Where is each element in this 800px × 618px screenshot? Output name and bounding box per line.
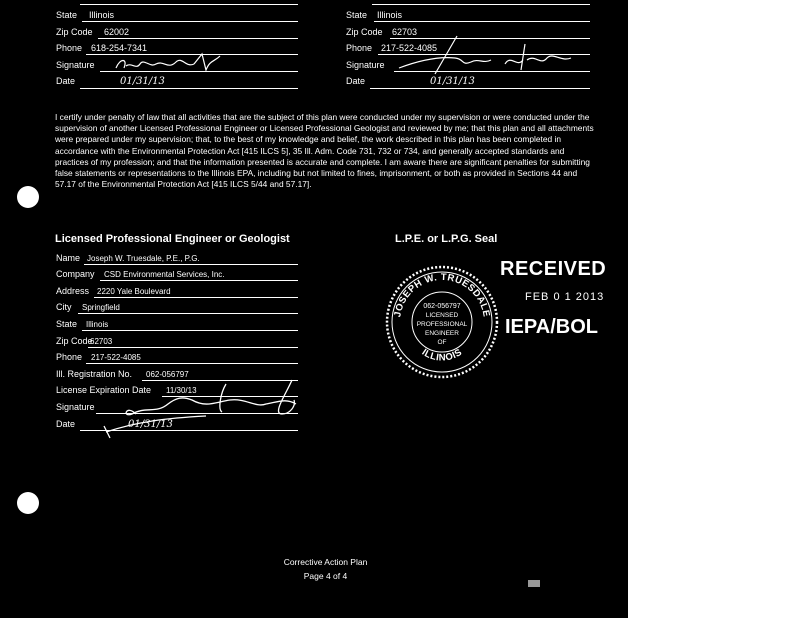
lpe-company-row xyxy=(56,269,225,280)
right-date-row xyxy=(346,76,475,87)
seal-state-arc: ILLINOIS xyxy=(419,346,465,364)
lpe-city-value: Springfield xyxy=(82,303,120,312)
footer-page-number: Page 4 of 4 xyxy=(303,571,348,581)
lpe-city-row xyxy=(56,302,120,313)
right-zip-row xyxy=(346,27,418,38)
lpe-date-label: Date xyxy=(56,419,76,429)
lpe-date-row xyxy=(56,419,173,430)
lpe-company-label: Company xyxy=(56,269,95,279)
right-date-label: Date xyxy=(346,76,366,86)
footer-document-title: Corrective Action Plan xyxy=(283,557,368,567)
underline xyxy=(82,330,298,331)
lpe-registration-label: Ill. Registration No. xyxy=(56,369,133,379)
underline xyxy=(98,38,298,39)
lpe-zip-row xyxy=(56,336,113,347)
underline xyxy=(100,71,298,72)
lpe-expiration-label: License Expiration Date xyxy=(56,385,152,395)
left-zip-value: 62002 xyxy=(104,27,130,37)
punch-hole xyxy=(17,492,39,514)
right-zip-value: 62703 xyxy=(392,27,418,37)
lpe-date-value: 01/31/13 xyxy=(128,419,173,430)
underline xyxy=(84,264,298,265)
underline xyxy=(88,347,298,348)
right-phone-label: Phone xyxy=(346,43,373,53)
underline xyxy=(394,71,590,72)
lpe-zip-label: Zip Code xyxy=(56,336,93,346)
seal-heading: L.P.E. or L.P.G. Seal xyxy=(395,233,498,245)
right-date-value: 01/31/13 xyxy=(430,76,475,87)
lpe-signature-row xyxy=(56,402,95,413)
underline xyxy=(80,88,298,89)
underline xyxy=(374,21,590,22)
received-stamp-date: FEB 0 1 2013 xyxy=(525,291,605,303)
right-state-value: Illinois xyxy=(377,10,403,20)
left-signature-label: Signature xyxy=(56,60,95,70)
lpe-address-label: Address xyxy=(56,286,90,296)
lpe-registration-value: 062-056797 xyxy=(146,370,189,379)
left-date-label: Date xyxy=(56,76,76,86)
underline xyxy=(96,413,298,414)
received-stamp-text: RECEIVED xyxy=(500,258,607,280)
seal-line3: ENGINEER xyxy=(425,330,459,337)
lpe-address-value: 2220 Yale Boulevard xyxy=(97,287,171,296)
left-signature-row xyxy=(56,60,95,71)
right-signature-label: Signature xyxy=(346,60,385,70)
professional-engineer-seal xyxy=(380,262,504,382)
underline xyxy=(86,363,298,364)
lpe-name-value: Joseph W. Truesdale, P.E., P.G. xyxy=(87,254,200,263)
right-phone-value: 217-522-4085 xyxy=(381,43,438,53)
lpe-name-row xyxy=(56,253,200,264)
lpe-heading: Licensed Professional Engineer or Geologist xyxy=(55,233,290,245)
seal-line1: LICENSED xyxy=(425,312,459,319)
received-stamp-office: IEPA/BOL xyxy=(505,316,598,338)
seal-line2: PROFESSIONAL xyxy=(416,321,468,328)
left-state-row xyxy=(56,10,115,21)
left-phone-row xyxy=(56,43,148,54)
seal-number: 062-056797 xyxy=(423,303,461,310)
right-signature-row xyxy=(346,60,385,71)
underline xyxy=(82,21,298,22)
right-state-row xyxy=(346,10,403,21)
underline xyxy=(80,430,298,431)
left-date-row xyxy=(56,76,165,87)
lpe-company-value: CSD Environmental Services, Inc. xyxy=(104,270,225,279)
left-phone-label: Phone xyxy=(56,43,83,53)
left-date-value: 01/31/13 xyxy=(120,76,165,87)
lpe-expiration-value: 11/30/13 xyxy=(166,386,197,395)
underline xyxy=(78,313,298,314)
certification-statement: I certify under penalty of law that all activities that are the subject of this plan were conducted under my supervision or were conducted under the supervision of another Licensed Professional Engineer or Licensed Professional Geologist and reviewed by me; that this plan and all attachments were prepared under my supervision; that, to the best of my knowledge and belief, the work described in this plan has been completed in accordance with the Environmental Protection Act [415 ILCS 5], 35 Ill. Adm. Code 731, 732 or 734, and generally accepted standards and practices of my profession; and that the information presented is accurate and complete. I am aware there are significant penalties for submitting false statements or representations to the Illinois EPA, including but not limited to fines, imprisonment, or both as provided in Sections 44 and 57.17 of the Environmental Protection Act [415 ILCS 5/44 and 57.17]. xyxy=(55,112,594,190)
lpe-zip-value: 62703 xyxy=(90,337,113,346)
lpe-state-value: Illinois xyxy=(86,320,109,329)
right-state-label: State xyxy=(346,10,368,20)
left-zip-row xyxy=(56,27,130,38)
city-underline-right xyxy=(372,4,590,5)
lpe-phone-row xyxy=(56,352,141,363)
lpe-signature-label: Signature xyxy=(56,402,95,412)
lpe-state-row xyxy=(56,319,109,330)
scan-artifact xyxy=(528,580,540,587)
lpe-address-row xyxy=(56,286,171,297)
underline xyxy=(100,280,298,281)
left-zip-label: Zip Code xyxy=(56,27,93,37)
underline xyxy=(370,88,590,89)
city-underline-left xyxy=(80,4,298,5)
lpe-phone-value: 217-522-4085 xyxy=(91,353,141,362)
right-phone-row xyxy=(346,43,438,54)
left-state-value: Illinois xyxy=(89,10,115,20)
punch-hole xyxy=(17,186,39,208)
right-zip-label: Zip Code xyxy=(346,27,383,37)
left-phone-value: 618-254-7341 xyxy=(91,43,148,53)
lpe-city-label: City xyxy=(56,302,72,312)
lpe-state-label: State xyxy=(56,319,78,329)
seal-line4: OF xyxy=(437,339,447,346)
lpe-phone-label: Phone xyxy=(56,352,83,362)
seal-name-arc: JOSEPH W. TRUESDALE xyxy=(392,271,492,318)
lpe-name-label: Name xyxy=(56,253,81,263)
left-state-label: State xyxy=(56,10,78,20)
underline xyxy=(94,297,298,298)
